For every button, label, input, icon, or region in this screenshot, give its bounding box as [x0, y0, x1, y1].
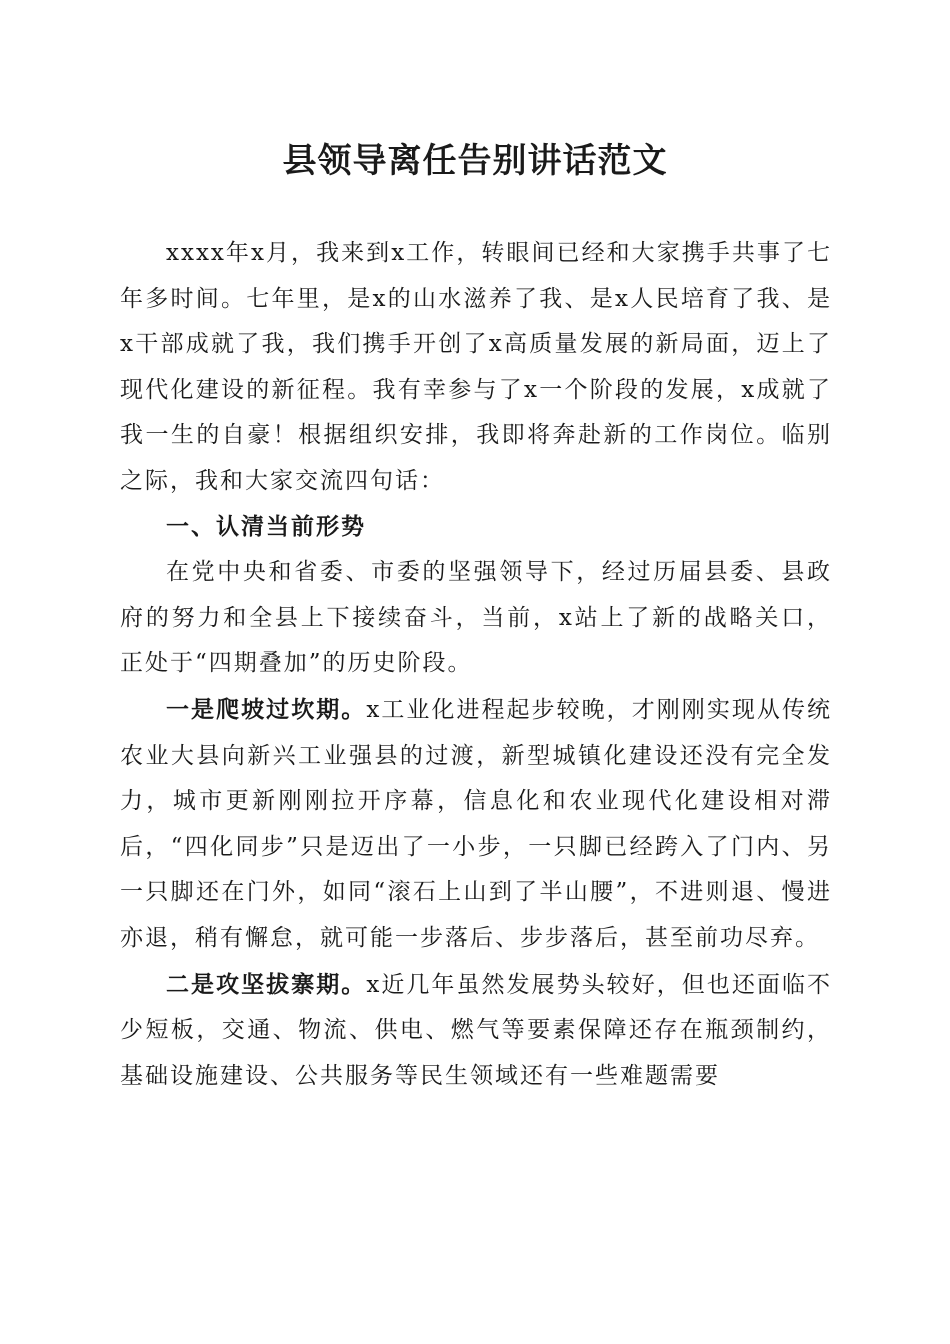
point-1-text: x工业化进程起步较晚，才刚刚实现从传统农业大县向新兴工业强县的过渡，新型城镇化建设还没有完全发力，城市更新刚刚拉开序幕，信息化和农业现代化建设相对滞后，“四化同步”只是迈出了一小步，一只脚已经跨入了门内、另一只脚还在门外，如同“滚石上山到了半山腰”，不进则退、慢进亦退，稍有懈怠，就可能一步落后、步步落后，甚至前功尽弃。: [120, 696, 832, 951]
intro-paragraph: xxxx年x月，我来到x工作，转眼间已经和大家携手共事了七年多时间。七年里，是x的山水滋养了我、是x人民培育了我、是x干部成就了我，我们携手开创了x高质量发展的新局面，迈上了现代化建设的新征程。我有幸参与了x一个阶段的发展，x成就了我一生的自豪！根据组织安排，我即将奔赴新的工作岗位。临别之际，我和大家交流四句话：: [120, 240, 832, 494]
document-body: [120, 231, 832, 1099]
point-2-lead: 二是攻坚拔寨期。: [166, 970, 367, 998]
point-1-lead: 一是爬坡过坎期。: [166, 695, 367, 723]
document-title: 县领导离任告别讲话范文: [282, 141, 668, 181]
section-heading-1: 一、认清当前形势: [166, 513, 366, 540]
section-1-paragraph: 在党中央和省委、市委的坚强领导下，经过历届县委、县政府的努力和全县上下接续奋斗，当前，x站上了新的战略关口，正处于“四期叠加”的历史阶段。: [120, 559, 832, 677]
point-2-text: x近几年虽然发展势头较好，但也还面临不少短板，交通、物流、供电、燃气等要素保障还存在瓶颈制约，基础设施建设、公共服务等民生领域还有一些难题需要: [120, 971, 832, 1089]
point-2-paragraph: [120, 962, 832, 1100]
point-1-paragraph: [120, 687, 832, 962]
